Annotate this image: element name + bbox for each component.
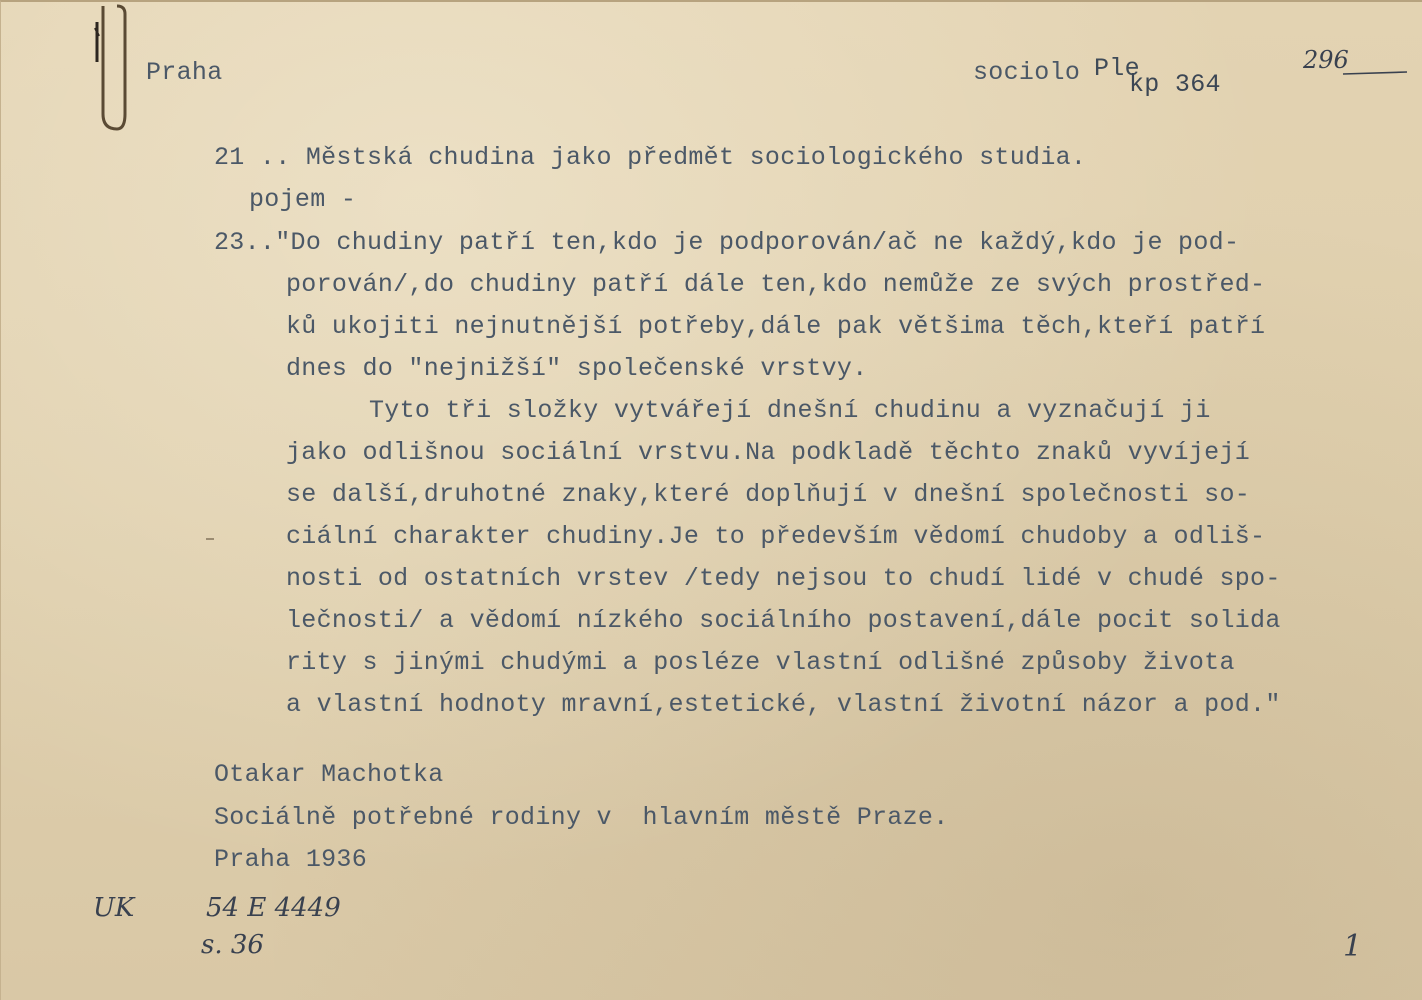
quote-line-8: ciální charakter chudiny.Je to především vědomí chudoby a odliš- [286, 522, 1266, 551]
paper-clip-icon [81, 2, 141, 137]
overtyped-code: Ple [1094, 54, 1140, 83]
quote-line-6: jako odlišnou sociální vrstvu.Na podkladě těchto znaků vyvíjejí [286, 438, 1251, 467]
quote-line-10: lečnosti/ a vědomí nízkého sociálního postavení,dále pocit solida [286, 606, 1281, 635]
margin-tick [206, 538, 214, 540]
shelfmark: 54 E 4449 [206, 893, 341, 923]
page-reference: s. 36 [201, 930, 264, 960]
quote-line-2: porován/,do chudiny patří dále ten,kdo nemůže ze svých prostřed- [286, 270, 1266, 299]
quote-line-5: Tyto tři složky vytvářejí dnešní chudinu a vyznačují ji [369, 396, 1211, 425]
library-code: UK [93, 893, 135, 923]
quote-line-3: ků ukojiti nejnutnější potřeby,dále pak většima těch,kteří patří [286, 312, 1266, 341]
quote-line-11: rity s jinými chudými a posléze vlastní odlišné způsoby života [286, 648, 1235, 677]
quote-line-1: 23.."Do chudiny patří ten,kdo je podporován/ač ne každý,kdo je pod- [214, 228, 1240, 257]
ref-underline [1341, 62, 1411, 78]
quote-line-12: a vlastní hodnoty mravní,estetické, vlastní životní názor a pod." [286, 690, 1281, 719]
quote-line-4: dnes do "nejnižší" společenské vrstvy. [286, 354, 868, 383]
handwritten-ref: 296 [1303, 46, 1349, 74]
quote-line-7: se další,druhotné znaky,které doplňují v dnešní společnosti so- [286, 480, 1251, 509]
entry-heading-line: 21 .. Městská chudina jako předmět sociologického studia. [214, 143, 1087, 172]
subject-heading: sociolo [973, 58, 1081, 87]
keyword-line: pojem - [249, 185, 357, 214]
catalog-number: kp 364 [1129, 70, 1221, 99]
quote-line-9: nosti od ostatních vrstev /tedy nejsou to chudí lidé v chudé spo- [286, 564, 1281, 593]
source-imprint: Praha 1936 [214, 845, 368, 874]
card-number: 1 [1343, 929, 1363, 964]
source-author: Otakar Machotka [214, 760, 444, 789]
place-heading: Praha [146, 58, 223, 87]
source-title: Sociálně potřebné rodiny v hlavním městě Praze. [214, 803, 949, 832]
